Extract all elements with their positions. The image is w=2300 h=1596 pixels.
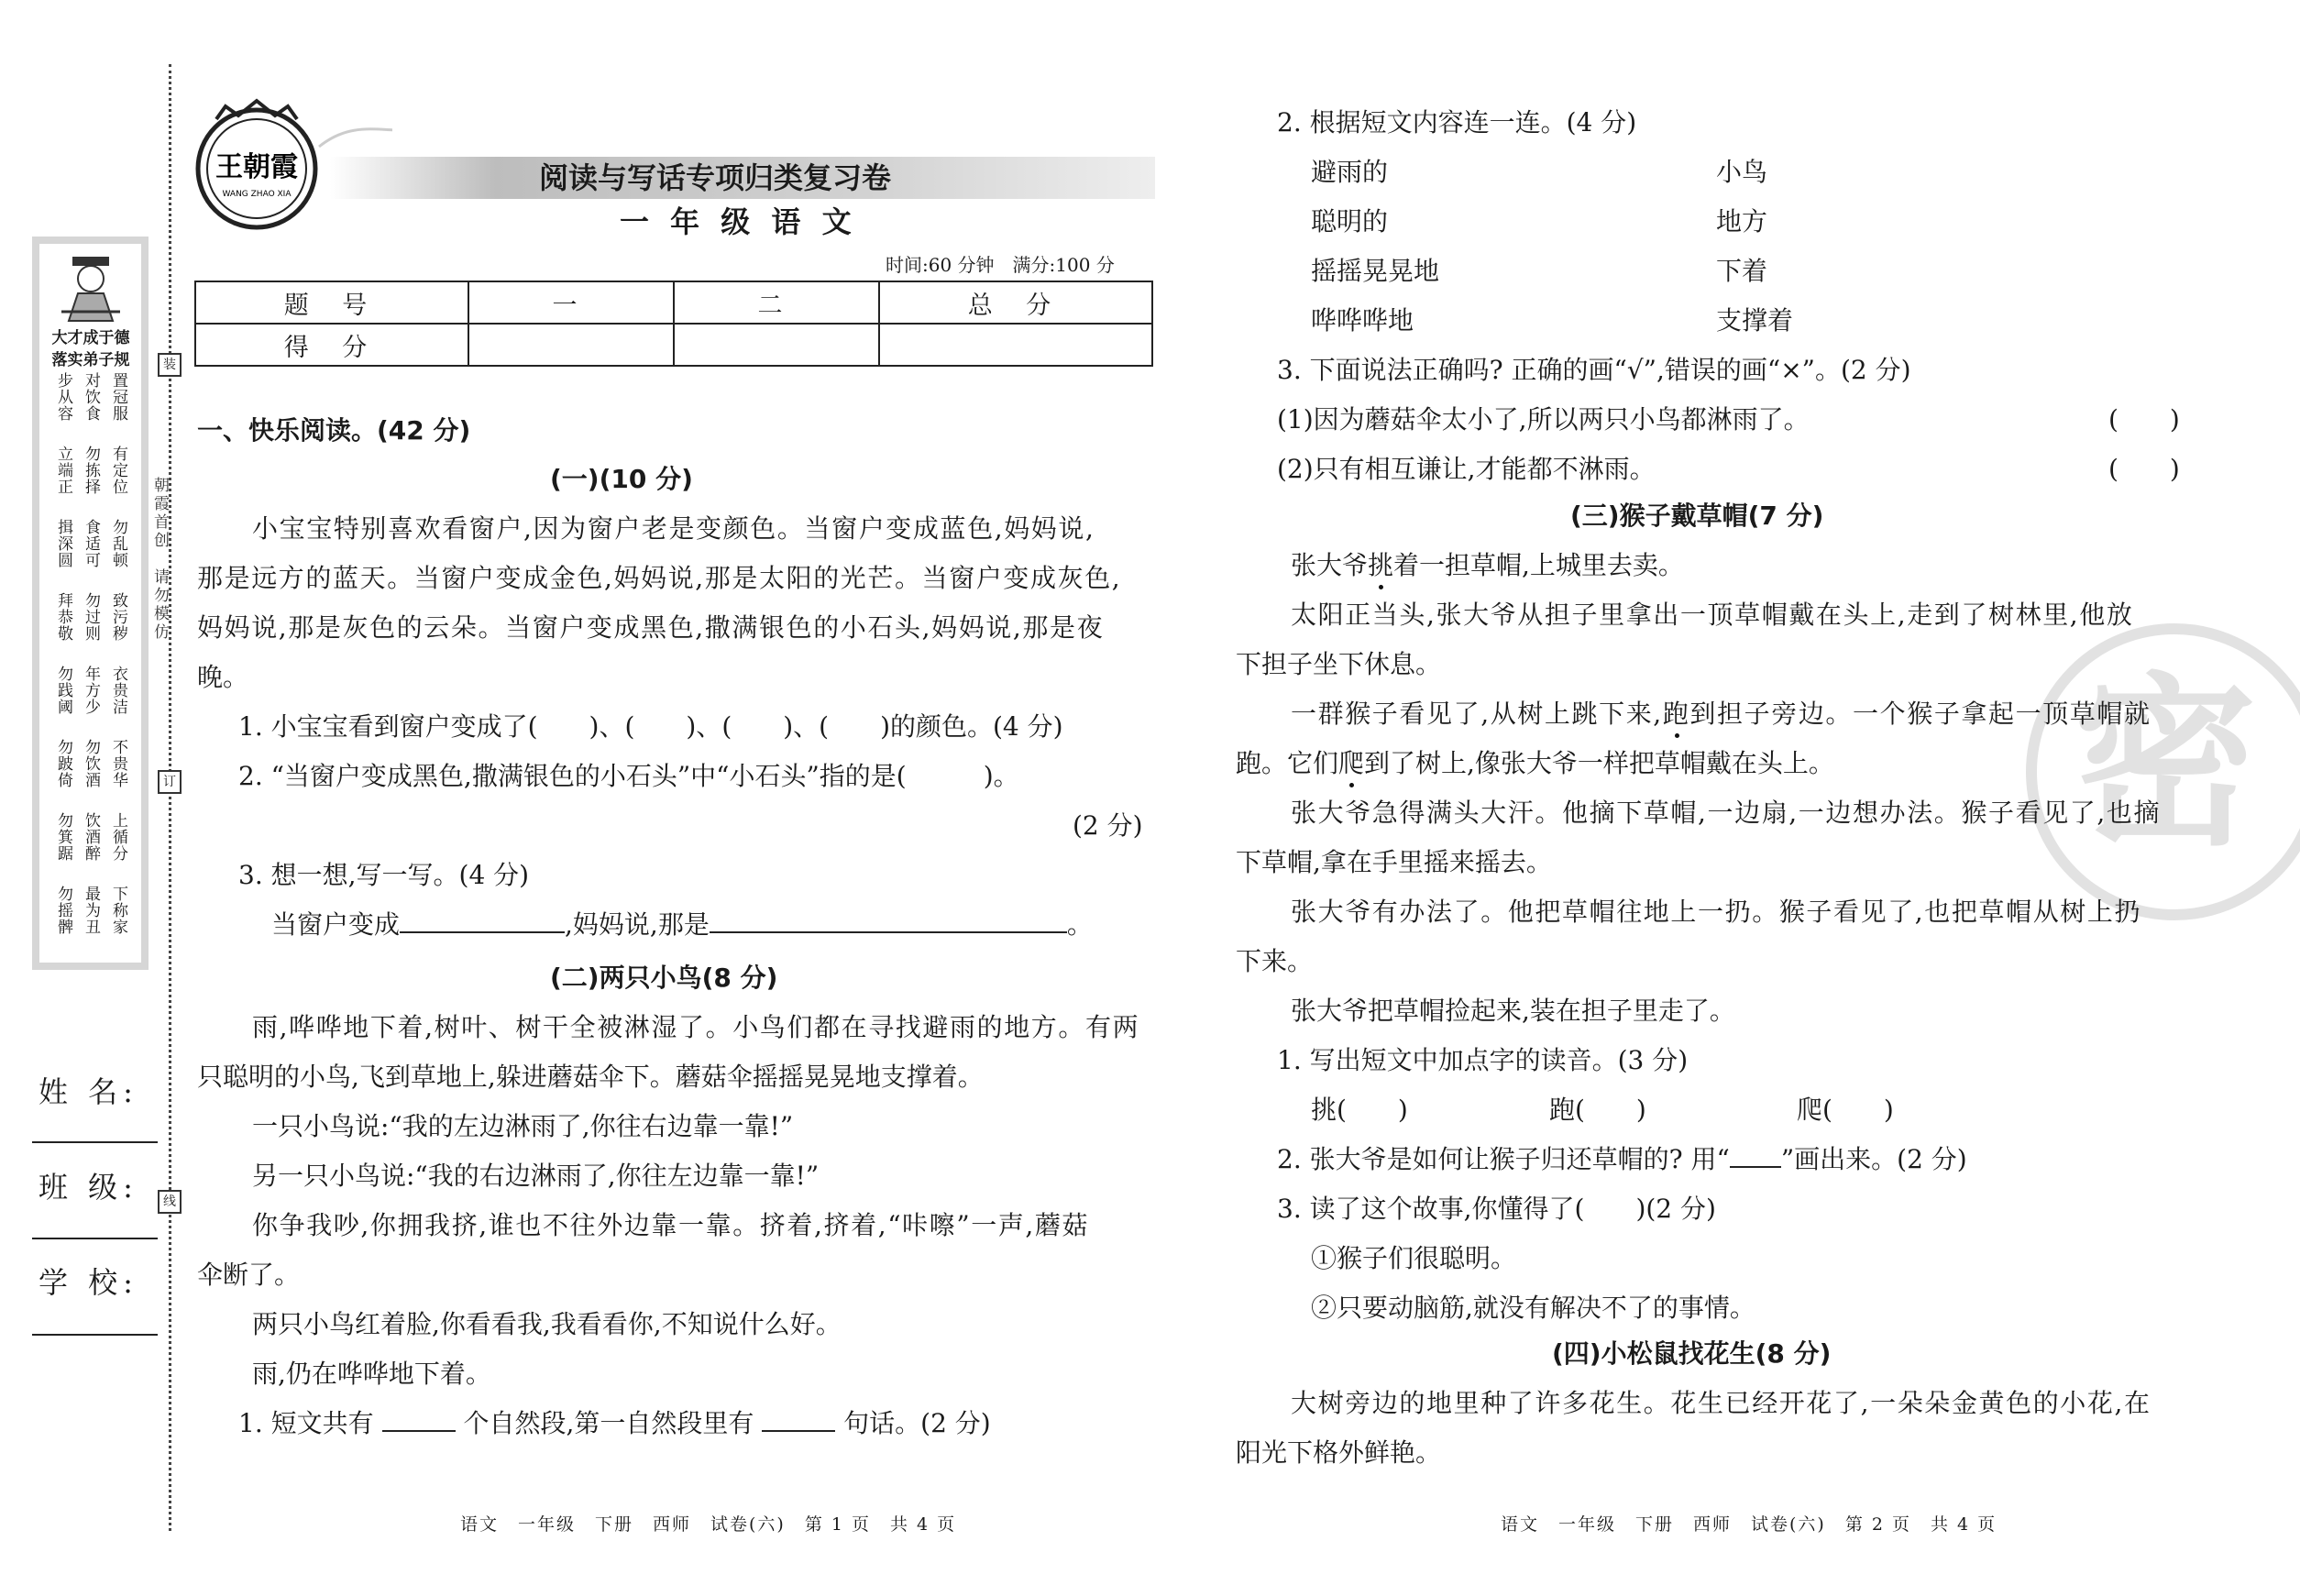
school-label: 学 校: xyxy=(39,1265,138,1300)
rule-text: 立端正 xyxy=(54,446,72,495)
passage-3-line: 张大爷把草帽捡起来,装在担子里走了。 xyxy=(1291,996,1735,1026)
logo-text: 王朝霞 xyxy=(215,151,298,183)
rule-text: 勿箕踞 xyxy=(54,812,72,862)
rule-text: 揖深圆 xyxy=(54,519,72,568)
passage-2-title: (二)两只小鸟(8 分) xyxy=(550,963,778,993)
passage-4-line: 大树旁边的地里种了许多花生。花生已经开花了,一朵朵金黄色的小花,在 xyxy=(1291,1388,2151,1418)
passage-2-line: 伞断了。 xyxy=(197,1260,301,1290)
passage-3-line: 张大爷有办法了。他把草帽往地上一扔。猴子看见了,也把草帽从树上扔 xyxy=(1291,897,2142,927)
passage-3-line: 下来。 xyxy=(1236,946,1314,976)
match-left-item[interactable]: 避雨的 xyxy=(1311,157,1389,187)
table-header: 题 号 xyxy=(195,281,468,324)
judge-answer-box[interactable]: ( ) xyxy=(2108,404,2180,435)
slogan-line-2: 落实弟子规 xyxy=(51,351,130,369)
seal-char-xian: 线 xyxy=(158,1190,182,1214)
footer-page-2: 语文 一年级 下册 西师 试卷(六) 第 2 页 共 4 页 xyxy=(1501,1514,1997,1535)
answer-blank[interactable] xyxy=(710,931,1067,933)
question-2-1: 1. 短文共有 个自然段,第一自然段里有 句话。(2 分) xyxy=(238,1408,991,1438)
rule-text: 不贵华 xyxy=(109,739,127,788)
passage-1-title: (一)(10 分) xyxy=(550,464,693,494)
question-1-1: 1. 小宝宝看到窗户变成了( )、( )、( )、( )的颜色。(4 分) xyxy=(238,711,1063,742)
score-cell[interactable] xyxy=(674,324,879,366)
question-1-3-fill: 当窗户变成 ,妈妈说,那是 。 xyxy=(271,909,1093,940)
match-left-item[interactable]: 聪明的 xyxy=(1311,206,1389,237)
rule-text: 勿摇髀 xyxy=(54,886,72,935)
answer-blank[interactable] xyxy=(762,1430,835,1432)
name-field[interactable] xyxy=(32,1141,158,1143)
page-title: 阅读与写话专项归类复习卷 xyxy=(539,160,892,195)
passage-4-line: 阳光下格外鲜艳。 xyxy=(1236,1437,1442,1468)
passage-3-line: 跑。它们爬到了树上,像张大爷一样把草帽戴在头上。 xyxy=(1236,745,1834,782)
dotted-char: 跑 xyxy=(1663,696,1690,732)
table-header: 二 xyxy=(674,281,879,324)
score-table xyxy=(194,281,1153,367)
rule-text: 勿饮酒 xyxy=(82,739,100,788)
rule-text: 勿拣择 xyxy=(82,446,100,495)
rule-text: 勿践阈 xyxy=(54,666,72,715)
match-right-item[interactable]: 支撑着 xyxy=(1716,305,1794,336)
judge-item: (1)因为蘑菇伞太小了,所以两只小鸟都淋雨了。 xyxy=(1277,404,1810,435)
passage-1-line: 妈妈说,那是灰色的云朵。当窗户变成黑色,撒满银色的小石头,妈妈说,那是夜 xyxy=(197,612,1105,643)
stamp-char: 密 xyxy=(2074,657,2258,871)
passage-4-title: (四)小松鼠找花生(8 分) xyxy=(1552,1338,1832,1369)
passage-2-line: 另一只小鸟说:“我的右边淋雨了,你往左边靠一靠!” xyxy=(252,1161,820,1191)
section-1-heading: 一、快乐阅读。(42 分) xyxy=(197,415,471,446)
passage-3-line: 张大爷急得满头大汗。他摘下草帽,一边扇,一边想办法。猴子看见了,也摘 xyxy=(1291,798,2162,828)
passage-3-line: 张大爷挑着一担草帽,上城里去卖。 xyxy=(1291,547,1684,584)
name-label: 姓 名: xyxy=(39,1074,138,1109)
rule-text: 勿跛倚 xyxy=(54,739,72,788)
seal-char-zhuang: 装 xyxy=(158,353,182,377)
passage-2-line: 一只小鸟说:“我的左边淋雨了,你往右边靠一靠!” xyxy=(252,1111,794,1141)
question-1-2: 2. “当窗户变成黑色,撒满银色的小石头”中“小石头”指的是( )。 xyxy=(238,761,1019,791)
rule-text: 置冠服 xyxy=(109,372,127,422)
vertical-note-1: 朝霞首创 xyxy=(150,477,169,550)
scholar-icon xyxy=(60,251,122,323)
question-2-2: 2. 根据短文内容连一连。(4 分) xyxy=(1277,107,1637,138)
rule-text: 致污秽 xyxy=(109,592,127,642)
passage-3-line: 一群猴子看见了,从树上跳下来,跑到担子旁边。一个猴子拿起一顶草帽就 xyxy=(1291,696,2151,732)
judge-answer-box[interactable]: ( ) xyxy=(2108,454,2180,484)
answer-blank[interactable] xyxy=(382,1430,456,1432)
passage-2-line: 只聪明的小鸟,飞到草地上,躲进蘑菇伞下。蘑菇伞摇摇晃晃地支撑着。 xyxy=(197,1062,984,1092)
binding-dashed-line xyxy=(169,64,171,1531)
question-3-2: 2. 张大爷是如何让猴子归还草帽的? 用“ ”画出来。(2 分) xyxy=(1277,1144,1967,1174)
rule-text: 饮酒醉 xyxy=(82,812,100,862)
passage-1-line: 小宝宝特别喜欢看窗户,因为窗户老是变颜色。当窗户变成蓝色,妈妈说, xyxy=(252,513,1095,544)
school-field[interactable] xyxy=(32,1334,158,1336)
passage-1-line: 晚。 xyxy=(197,662,249,692)
seal-char-ding: 订 xyxy=(158,770,182,794)
pinyin-answer[interactable]: 爬( ) xyxy=(1797,1095,1894,1125)
passage-2-line: 两只小鸟红着脸,你看看我,我看看你,不知说什么好。 xyxy=(252,1309,842,1339)
passage-2-line: 你争我吵,你拥我挤,谁也不往外边靠一靠。挤着,挤着,“咔嚓”一声,蘑菇 xyxy=(252,1210,1090,1240)
slogan-line-1: 大才成于德 xyxy=(51,329,130,347)
passage-3-title: (三)猴子戴草帽(7 分) xyxy=(1570,501,1824,531)
question-2-3: 3. 下面说法正确吗? 正确的画“√”,错误的画“×”。(2 分) xyxy=(1277,355,1911,385)
question-3-1: 1. 写出短文中加点字的读音。(3 分) xyxy=(1277,1045,1689,1075)
table-header: 一 xyxy=(468,281,674,324)
rules-panel xyxy=(32,237,149,970)
rule-text: 步从容 xyxy=(54,372,72,422)
rule-text: 年方少 xyxy=(82,666,100,715)
score-cell[interactable] xyxy=(468,324,674,366)
passage-2-line: 雨,哗哗地下着,树叶、树干全被淋湿了。小鸟们都在寻找避雨的地方。有两 xyxy=(252,1012,1140,1042)
rule-text: 勿过则 xyxy=(82,592,100,642)
passage-3-line: 下草帽,拿在手里摇来摇去。 xyxy=(1236,847,1552,877)
passage-1-line: 那是远方的蓝天。当窗户变成金色,妈妈说,那是太阳的光芒。当窗户变成灰色, xyxy=(197,563,1122,593)
question-3-3: 3. 读了这个故事,你懂得了( )(2 分) xyxy=(1277,1194,1716,1224)
match-right-item[interactable]: 小鸟 xyxy=(1716,157,1768,187)
option-item[interactable]: ①猴子们很聪明。 xyxy=(1311,1243,1517,1273)
passage-2-line: 雨,仍在哗哗地下着。 xyxy=(252,1359,491,1389)
table-header: 总 分 xyxy=(879,281,1152,324)
vertical-note-2: 请勿模仿 xyxy=(150,568,169,642)
time-info: 时间:60 分钟 满分:100 分 xyxy=(886,254,1115,276)
score-cell[interactable] xyxy=(879,324,1152,366)
rule-text: 最为丑 xyxy=(82,886,100,935)
rule-text: 食适可 xyxy=(82,519,100,568)
dotted-char: 挑 xyxy=(1368,547,1393,584)
class-field[interactable] xyxy=(32,1238,158,1239)
rule-text: 拜恭敬 xyxy=(54,592,72,642)
rule-text: 上循分 xyxy=(109,812,127,862)
dotted-char: 爬 xyxy=(1338,745,1364,782)
rule-text: 下称家 xyxy=(109,886,127,935)
rule-text: 有定位 xyxy=(109,446,127,495)
match-right-item[interactable]: 地方 xyxy=(1716,206,1768,237)
judge-item: (2)只有相互谦让,才能都不淋雨。 xyxy=(1277,454,1656,484)
rule-text: 勿乱顿 xyxy=(109,519,127,568)
question-1-3: 3. 想一想,写一写。(4 分) xyxy=(238,860,530,890)
passage-3-line: 太阳正当头,张大爷从担子里拿出一顶草帽戴在头上,走到了树林里,他放 xyxy=(1291,600,2134,630)
confidential-stamp xyxy=(2026,623,2300,920)
option-item[interactable]: ②只要动脑筋,就没有解决不了的事情。 xyxy=(1311,1293,1755,1323)
match-right-item[interactable]: 下着 xyxy=(1716,256,1768,286)
match-left-item[interactable]: 哗哗哗地 xyxy=(1311,305,1414,336)
rule-text: 衣贵洁 xyxy=(109,666,127,715)
answer-blank[interactable] xyxy=(400,931,565,933)
rules-grid xyxy=(45,372,137,959)
footer-page-1: 语文 一年级 下册 西师 试卷(六) 第 1 页 共 4 页 xyxy=(460,1514,957,1535)
underline-sample xyxy=(1730,1166,1781,1168)
logo-subtext: WANG ZHAO XIA xyxy=(222,190,292,199)
passage-3-line: 下担子坐下休息。 xyxy=(1236,649,1442,679)
match-left-item[interactable]: 摇摇晃晃地 xyxy=(1311,256,1440,286)
pinyin-answer[interactable]: 挑( ) xyxy=(1311,1095,1408,1125)
question-1-2-score: (2 分) xyxy=(1073,810,1143,841)
rule-text: 对饮食 xyxy=(82,372,100,422)
class-label: 班 级: xyxy=(39,1170,138,1205)
table-row-label: 得 分 xyxy=(195,324,468,366)
pinyin-answer[interactable]: 跑( ) xyxy=(1549,1095,1646,1125)
page-subtitle: 一 年 级 语 文 xyxy=(620,204,857,239)
